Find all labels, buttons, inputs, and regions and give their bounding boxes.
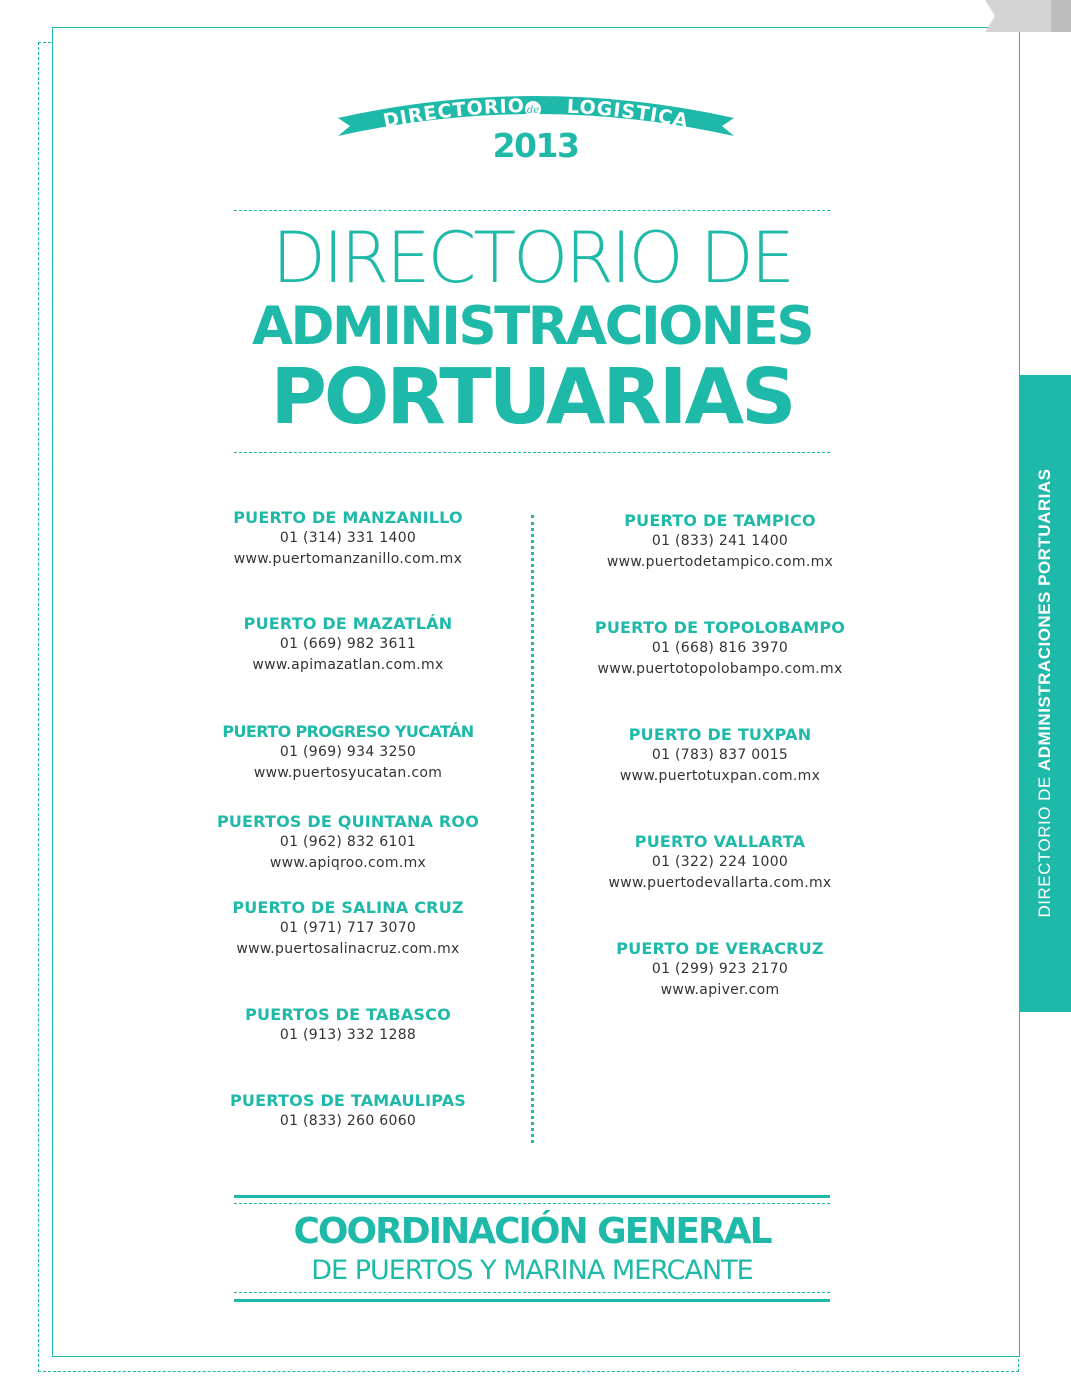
corner-tab [985,0,1071,32]
port-website[interactable]: www.apiver.com [660,982,780,998]
footer-line-1: COORDINACIÓN GENERAL [293,1211,771,1252]
port-name: PUERTOS DE QUINTANA ROO [216,812,480,831]
port-name: PUERTO DE VERACRUZ [616,939,824,958]
side-tab-label [1035,469,1055,918]
port-name: PUERTO DE MANZANILLO [233,508,463,527]
title-line-3: PORTUARIAS [270,353,794,442]
banner-connector: de [526,105,540,116]
side-tab-prefix: DIRECTORIO DE [1035,771,1054,918]
port-entry-progreso [168,721,528,784]
port-name: PUERTO DE TUXPAN [628,725,812,744]
port-website[interactable]: www.puertosyucatan.com [253,765,443,781]
port-phone: 01 (668) 816 3970 [651,640,789,656]
port-entry-tamaulipas [168,1090,528,1132]
port-name: PUERTO VALLARTA [634,832,806,851]
port-phone: 01 (783) 837 0015 [651,747,789,763]
footer-rule-top [234,1195,830,1198]
column-divider [531,515,534,1143]
banner-right-word: LOGISTICA [566,95,691,133]
port-website[interactable]: www.apimazatlan.com.mx [252,657,444,673]
title-line-1: DIRECTORIO DE [272,217,792,299]
port-phone: 01 (833) 241 1400 [651,533,789,549]
port-entry-tuxpan [540,724,900,787]
port-phone: 01 (322) 224 1000 [651,854,789,870]
port-entry-salina-cruz [168,897,528,960]
port-entry-quintana-roo [168,811,528,874]
port-phone: 01 (314) 331 1400 [279,530,417,546]
title-rule-top [234,210,830,211]
side-tab-bold: ADMINISTRACIONES PORTUARIAS [1035,468,1054,772]
port-phone: 01 (962) 832 6101 [279,834,417,850]
port-phone: 01 (833) 260 6060 [279,1113,417,1129]
port-phone: 01 (971) 717 3070 [279,920,417,936]
port-entry-manzanillo [168,507,528,570]
port-entry-tampico [540,510,900,573]
port-website[interactable]: www.puertotopolobampo.com.mx [597,661,843,677]
port-website[interactable]: www.puertodevallarta.com.mx [608,875,832,891]
port-website[interactable]: www.puertodetampico.com.mx [606,554,834,570]
port-phone: 01 (299) 923 2170 [651,961,789,977]
port-website[interactable]: www.puertomanzanillo.com.mx [233,551,463,567]
title-rule-bottom [234,452,830,453]
port-name: PUERTO DE TAMPICO [624,511,816,530]
port-name: PUERTO PROGRESO YUCATÁN [222,722,474,741]
banner-left-word: DIRECTORIO [381,95,526,133]
port-entry-tabasco [168,1004,528,1046]
port-phone: 01 (669) 982 3611 [279,636,417,652]
port-name: PUERTO DE SALINA CRUZ [232,898,464,917]
port-name: PUERTOS DE TAMAULIPAS [229,1091,466,1110]
banner-year: 2013 [492,126,579,165]
footer-rule-bottom [234,1299,830,1302]
port-name: PUERTOS DE TABASCO [245,1005,451,1024]
port-entry-mazatlan [168,613,528,676]
port-website[interactable]: www.puertosalinacruz.com.mx [236,941,460,957]
port-phone: 01 (913) 332 1288 [279,1027,417,1043]
port-website[interactable]: www.puertotuxpan.com.mx [619,768,821,784]
port-entry-topolobampo [540,617,900,680]
port-name: PUERTO DE TOPOLOBAMPO [594,618,846,637]
port-entry-vallarta [540,831,900,894]
port-name: PUERTO DE MAZATLÁN [243,614,453,633]
footer-rule-top-dashed [234,1203,830,1204]
port-entry-veracruz [540,938,900,1001]
port-phone: 01 (969) 934 3250 [279,744,417,760]
footer-line-2: DE PUERTOS Y MARINA MERCANTE [311,1255,753,1286]
port-website[interactable]: www.apiqroo.com.mx [269,855,427,871]
footer-rule-bottom-dashed [234,1292,830,1293]
title-line-2: ADMINISTRACIONES [251,296,813,357]
